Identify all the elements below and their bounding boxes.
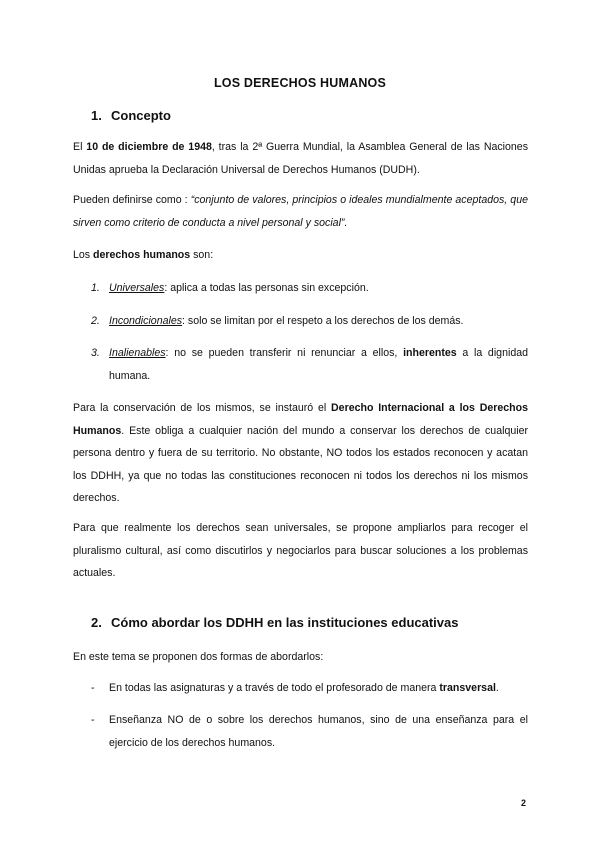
text: Los — [73, 249, 94, 261]
list-marker: - — [91, 714, 95, 726]
list-marker: 3. — [91, 347, 100, 359]
document-title: LOS DERECHOS HUMANOS — [213, 76, 387, 90]
list-text: : aplica a todas las personas sin excepción. — [164, 282, 369, 294]
list-term: Inalienables — [109, 347, 166, 359]
list-text: a la dignidad humana. — [109, 347, 528, 382]
page-number: 2 — [521, 798, 527, 808]
list-text: Enseñanza NO de o sobre los derechos humanos, sino de una enseñanza para el ejercicio de los derechos humanos. — [109, 714, 528, 749]
paragraph-two-ways: En este tema se proponen dos formas de abordarlos: — [73, 651, 324, 663]
list-item-incondicionales — [73, 310, 528, 333]
paragraph-dudh — [73, 136, 528, 181]
text: , tras la 2ª Guerra Mundial, la Asamblea General de las Naciones Unidas aprueba la Declaración Universal de Derechos Humanos (DUDH). — [73, 141, 528, 176]
bold-term: Derecho Internacional a los Derechos Humanos — [73, 402, 528, 437]
list-marker: 2. — [91, 315, 100, 327]
list-item-universales — [73, 277, 528, 300]
text: El — [73, 141, 87, 153]
section-1-number: 1. — [91, 108, 102, 123]
paragraph-rights-are — [73, 244, 528, 267]
list-item-ejercicio — [73, 709, 528, 754]
list-item-transversal — [73, 677, 528, 700]
section-1-heading — [91, 108, 171, 123]
list-term: Universales — [109, 282, 165, 294]
list-text: En todas las asignaturas y a través de todo el profesorado de manera — [109, 682, 440, 694]
section-2-number: 2. — [91, 615, 102, 630]
list-term: Incondicionales — [109, 315, 183, 327]
text: son: — [190, 249, 214, 261]
text: . Este obliga a cualquier nación del mundo a conservar los derechos de cualquier persona dentro y fuera de su territorio. No obstante, NO todos los estados reconocen y acatan los DDHH, ya que no todas las constituciones reconocen ni todos los derechos ni los mismos derechos. — [73, 424, 528, 504]
text: Pueden definirse como : — [73, 194, 191, 206]
list-marker: 1. — [91, 282, 100, 294]
list-text: : solo se limitan por el respeto a los derechos de los demás. — [182, 315, 464, 327]
section-2-heading — [91, 615, 458, 630]
section-2-title: Cómo abordar los DDHH en las instituciones educativas — [111, 615, 459, 630]
text: Para la conservación de los mismos, se instauró el — [73, 402, 332, 414]
bold-term: derechos humanos — [93, 249, 191, 261]
bold-term: inherentes — [403, 347, 457, 359]
bold-term: transversal — [439, 682, 496, 694]
date-bold: 10 de diciembre de 1948 — [86, 141, 212, 153]
paragraph-international-law — [73, 397, 528, 510]
section-1-title: Concepto — [111, 108, 171, 123]
paragraph-definition — [73, 189, 528, 234]
paragraph-universal-rights: Para que realmente los derechos sean universales, se propone ampliarlos para recoger el pluralismo cultural, así como discutirlos y negociarlos para buscar soluciones a los problemas actuales. — [73, 522, 528, 579]
list-text: . — [495, 682, 499, 694]
list-marker: - — [91, 682, 95, 694]
list-text: : no se pueden transferir ni renunciar a ellos, — [165, 347, 404, 359]
definition-quote: “conjunto de valores, principios o ideales mundialmente aceptados, que sirven como criterio de conducta a nivel personal y social”. — [73, 194, 528, 229]
list-item-inalienables — [73, 342, 528, 387]
